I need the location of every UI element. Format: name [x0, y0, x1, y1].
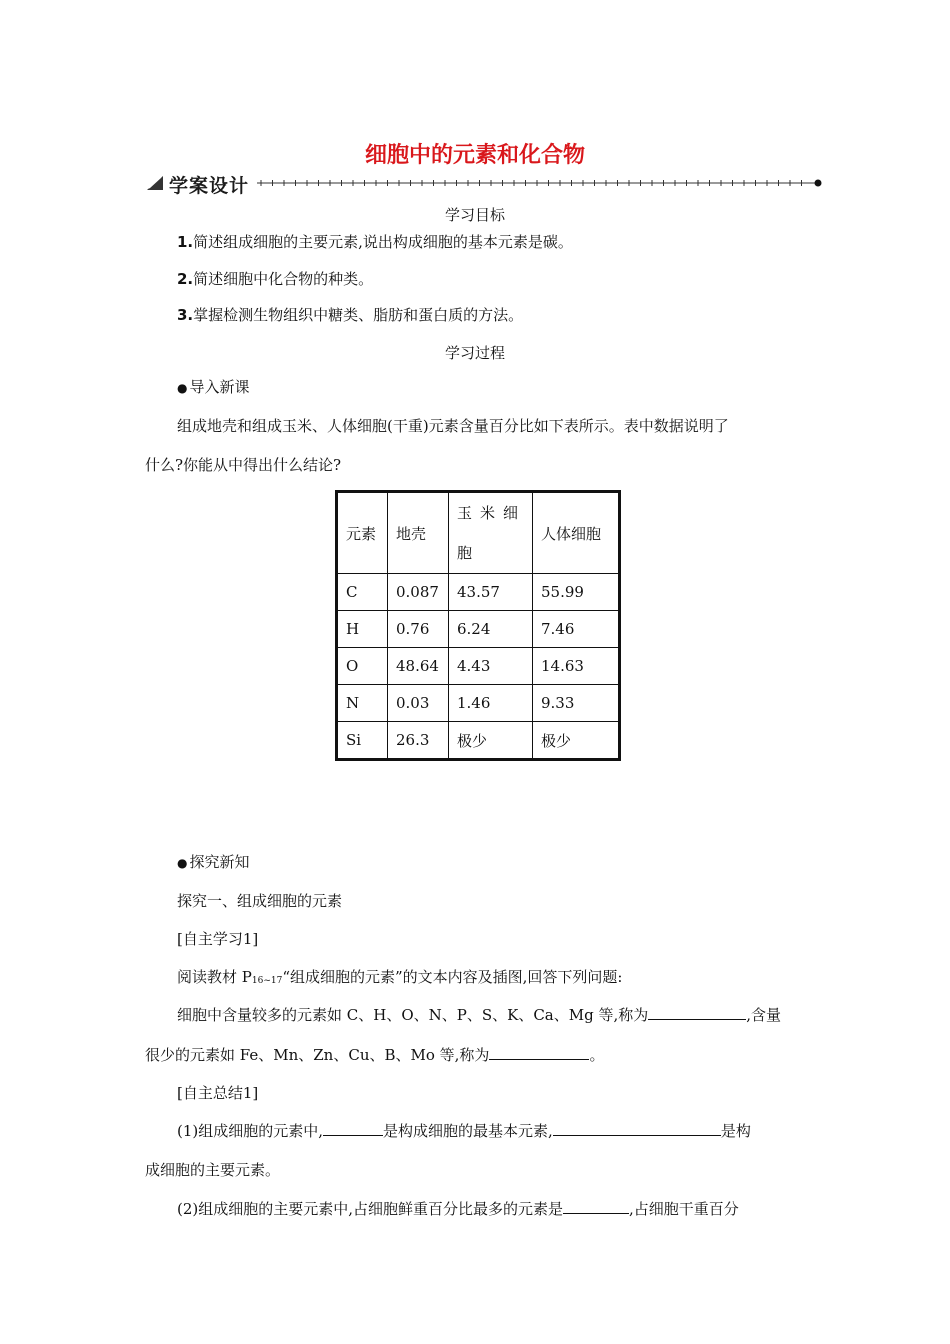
objective-item: 1.简述组成细胞的主要元素,说出构成细胞的基本元素是碳。: [177, 233, 573, 251]
intro-text-line1: 组成地壳和组成玉米、人体细胞(干重)元素含量百分比如下表所示。表中数据说明了: [177, 417, 729, 435]
section-heading: 探究一、组成细胞的元素: [177, 892, 343, 910]
answer-blank[interactable]: [489, 1045, 589, 1060]
banner-label: 学案设计: [169, 175, 250, 197]
table-row: [337, 611, 620, 648]
table-cell: 55.99: [533, 574, 620, 611]
answer-blank[interactable]: [648, 1005, 746, 1020]
table-cell: 6.24: [449, 611, 533, 648]
table-cell: 9.33: [533, 685, 620, 722]
answer-blank[interactable]: [323, 1121, 383, 1136]
table-row: [337, 722, 620, 760]
table-header-cell: 人体细胞: [533, 492, 620, 574]
fill-in-line: 细胞中含量较多的元素如 C、H、O、N、P、S、K、Ca、Mg 等,称为 ,含量: [177, 1006, 782, 1024]
table-cell: 26.3: [388, 722, 449, 760]
self-summary-label: [自主总结1]: [177, 1084, 259, 1102]
table-header-cell: 元素: [337, 492, 388, 574]
question-line: 成细胞的主要元素。: [145, 1161, 281, 1179]
objective-item: 2.简述细胞中化合物的种类。: [177, 270, 374, 288]
table-cell: O: [337, 648, 388, 685]
table-cell: 极少: [533, 722, 620, 760]
table-cell: 0.03: [388, 685, 449, 722]
table-cell: 0.087: [388, 574, 449, 611]
table-row: [337, 574, 620, 611]
table-cell: 48.64: [388, 648, 449, 685]
table-cell: 0.76: [388, 611, 449, 648]
table-header-row: [337, 492, 620, 574]
self-study-label: [自主学习1]: [177, 930, 259, 948]
table-row: [337, 648, 620, 685]
table-cell: 43.57: [449, 574, 533, 611]
reading-instruction: 阅读教材 P16~17“组成细胞的元素”的文本内容及插图,回答下列问题:: [177, 968, 623, 986]
table-cell: 1.46: [449, 685, 533, 722]
table-cell: 14.63: [533, 648, 620, 685]
section-banner: [145, 168, 825, 198]
question-line: (2)组成细胞的主要元素中,占细胞鲜重百分比最多的元素是 ,占细胞干重百分: [177, 1200, 739, 1218]
objective-item: 3.掌握检测生物组织中糖类、脂肪和蛋白质的方法。: [177, 306, 524, 324]
answer-blank[interactable]: [563, 1199, 629, 1214]
table-cell: 7.46: [533, 611, 620, 648]
fill-in-line: 很少的元素如 Fe、Mn、Zn、Cu、B、Mo 等,称为 。: [145, 1046, 605, 1064]
table-header-cell: 地壳: [388, 492, 449, 574]
table-cell: 4.43: [449, 648, 533, 685]
table-cell: 极少: [449, 722, 533, 760]
objectives-heading: 学习目标: [444, 206, 505, 224]
table-cell: Si: [337, 722, 388, 760]
intro-heading: ● 导入新课: [177, 376, 250, 397]
table-header-cell: 玉米细胞: [449, 492, 533, 574]
page-title: 细胞中的元素和化合物: [364, 143, 585, 168]
table-cell: N: [337, 685, 388, 722]
explore-heading: ● 探究新知: [177, 851, 250, 872]
table-row: [337, 685, 620, 722]
table-cell: H: [337, 611, 388, 648]
process-heading: 学习过程: [444, 344, 505, 362]
question-line: (1)组成细胞的元素中, 是构成细胞的最基本元素, 是构: [177, 1122, 751, 1140]
table-cell: C: [337, 574, 388, 611]
element-content-table: [335, 490, 621, 761]
answer-blank[interactable]: [553, 1121, 721, 1136]
intro-text-line2: 什么?你能从中得出什么结论?: [145, 456, 342, 474]
